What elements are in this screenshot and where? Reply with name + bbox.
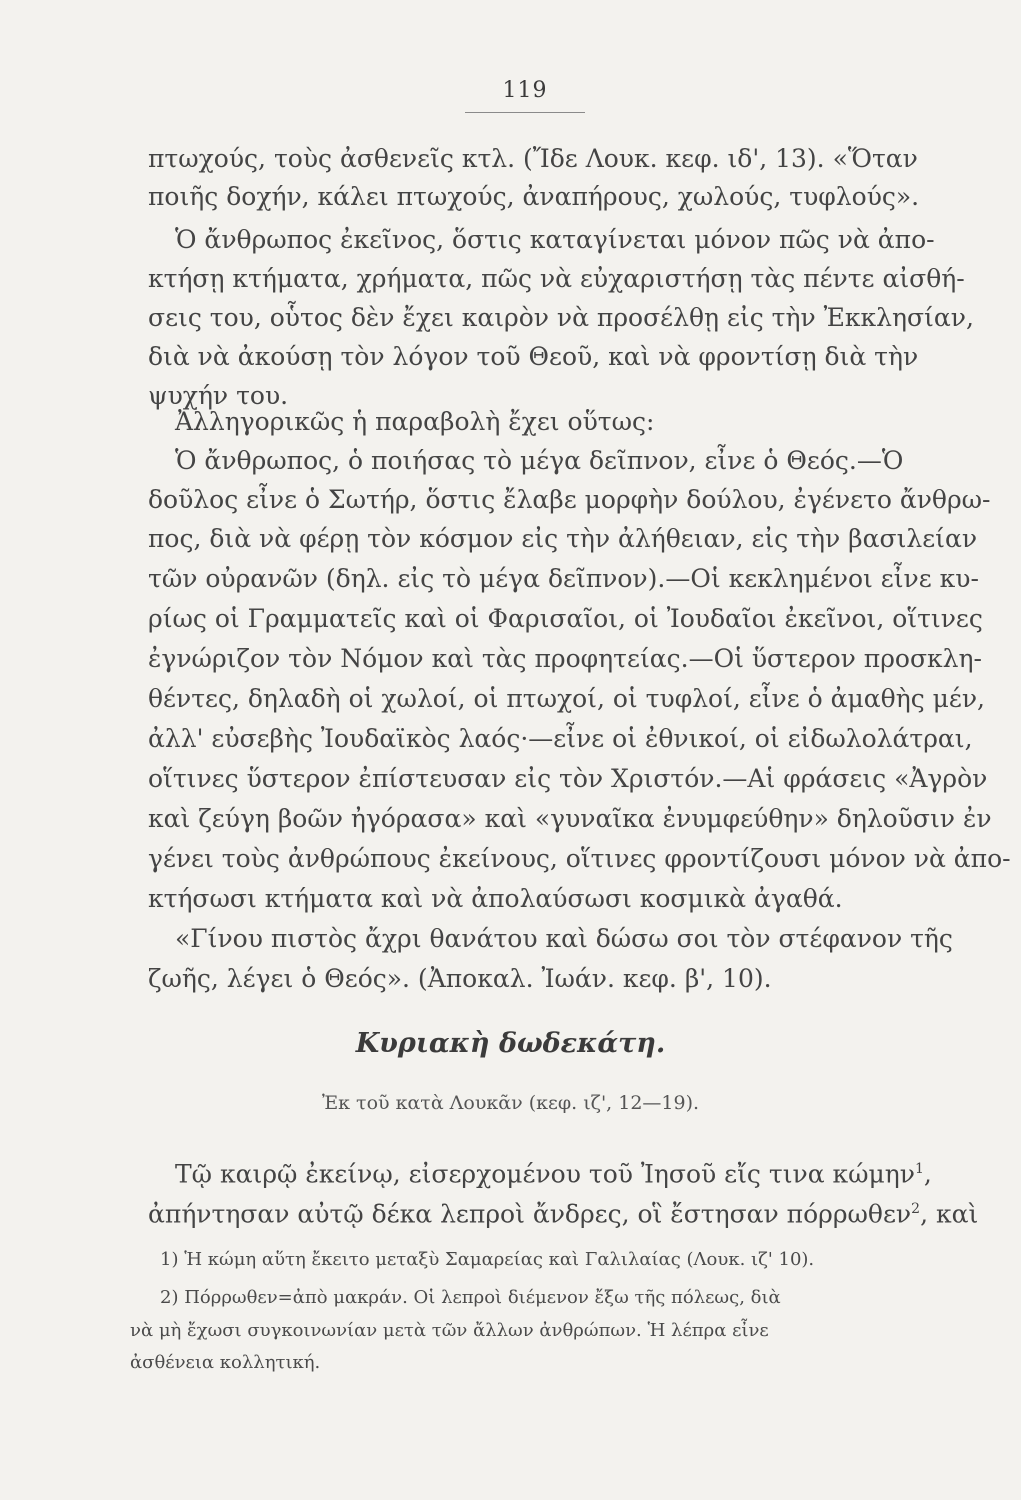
body-line: Ἀλληγορικῶς ἡ παραβολὴ ἔχει οὕτως:	[175, 407, 655, 436]
body-line: θέντες, δηλαδὴ οἱ χωλοί, οἱ πτωχοί, οἱ τυφλοί, εἶνε ὁ ἀμαθὴς μέν,	[148, 684, 985, 713]
gospel-tail: , καὶ	[920, 1199, 979, 1229]
gospel-line	[175, 1150, 932, 1193]
body-line: κτήσωσι κτήματα καὶ νὰ ἀπολαύσωσι κοσμικὰ ἀγαθά.	[148, 884, 843, 913]
body-line: ρίως οἱ Γραμματεῖς καὶ οἱ Φαρισαῖοι, οἱ Ἰουδαῖοι ἐκεῖνοι, οἵτινες	[148, 604, 983, 633]
footnote: 1) Ἡ κώμη αὕτη ἔκειτο μεταξὺ Σαμαρείας καὶ Γαλιλαίας (Λουκ. ιζ' 10).	[160, 1249, 815, 1270]
body-line: τῶν οὐρανῶν (δηλ. εἰς τὸ μέγα δεῖπνον).—Οἱ κεκλημένοι εἶνε κυ-	[148, 564, 979, 593]
body-line: πτωχούς, τοὺς ἀσθενεῖς κτλ. (Ἴδε Λουκ. κεφ. ιδ', 13). «Ὅταν	[148, 144, 918, 173]
body-line: «Γίνου πιστὸς ἄχρι θανάτου καὶ δώσω σοι τὸν στέφανον τῆς	[175, 924, 953, 953]
body-line: πος, διὰ νὰ φέρῃ τὸν κόσμον εἰς τὴν ἀλήθειαν, εἰς τὴν βασιλείαν	[148, 524, 978, 553]
body-line: ψυχήν του.	[148, 381, 289, 410]
gospel-text: ἀπήντησαν αὐτῷ δέκα λεπροὶ ἄνδρες, οἳ ἔστησαν πόρρωθεν	[148, 1199, 912, 1229]
footnote: 2) Πόρρωθεν=ἀπὸ μακράν. Οἱ λεπροὶ διέμενον ἔξω τῆς πόλεως, διὰ	[160, 1287, 781, 1308]
body-line: ζωῆς, λέγει ὁ Θεός». (Ἀποκαλ. Ἰωάν. κεφ. β', 10).	[148, 964, 772, 993]
body-line: ποιῆς δοχήν, κάλει πτωχούς, ἀναπήρους, χωλούς, τυφλούς».	[148, 182, 920, 211]
body-line: Ὁ ἄνθρωπος ἐκεῖνος, ὅστις καταγίνεται μόνον πῶς νὰ ἀπο-	[175, 225, 935, 254]
footnote-marker[interactable]: 2	[911, 1201, 921, 1217]
body-line: σεις του, οὗτος δὲν ἔχει καιρὸν νὰ προσέλθῃ εἰς τὴν Ἐκκλησίαν,	[148, 303, 974, 332]
body-line: γένει τοὺς ἀνθρώπους ἐκείνους, οἵτινες φροντίζουσι μόνον νὰ ἀπο-	[148, 844, 1011, 873]
body-line: ἐγνώριζον τὸν Νόμον καὶ τὰς προφητείας.—Οἱ ὕστερον προσκλη-	[148, 644, 982, 673]
body-line: Ὁ ἄνθρωπος, ὁ ποιήσας τὸ μέγα δεῖπνον, εἶνε ὁ Θεός.—Ὁ	[175, 446, 904, 475]
body-line: οἵτινες ὕστερον ἐπίστευσαν εἰς τὸν Χριστόν.—Αἱ φράσεις «Ἀγρὸν	[148, 764, 988, 793]
footnote-marker[interactable]: 1	[914, 1161, 924, 1177]
body-line: διὰ νὰ ἀκούσῃ τὸν λόγον τοῦ Θεοῦ, καὶ νὰ φροντίσῃ διὰ τὴν	[148, 342, 919, 371]
footnote: ἀσθένεια κολλητική.	[130, 1352, 321, 1373]
page-number: 119	[502, 78, 548, 103]
body-line: ἀλλ' εὐσεβὴς Ἰουδαϊκὸς λαός·—εἶνε οἱ ἐθνικοί, οἱ εἰδωλολάτραι,	[148, 724, 973, 753]
section-title: Κυριακὴ δωδεκάτη.	[355, 1028, 666, 1059]
section-subtitle: Ἐκ τοῦ κατὰ Λουκᾶν (κεφ. ιζ', 12—19).	[321, 1092, 700, 1114]
gospel-text: Τῷ καιρῷ ἐκείνῳ, εἰσερχομένου τοῦ Ἰησοῦ εἴς τινα κώμην	[175, 1159, 915, 1189]
body-line: δοῦλος εἶνε ὁ Σωτήρ, ὅστις ἔλαβε μορφὴν δούλου, ἐγένετο ἄνθρω-	[148, 485, 991, 514]
gospel-tail: ,	[923, 1159, 932, 1189]
footnote: νὰ μὴ ἔχωσι συγκοινωνίαν μετὰ τῶν ἄλλων ἀνθρώπων. Ἡ λέπρα εἶνε	[130, 1320, 769, 1341]
body-line: κτήσῃ κτήματα, χρήματα, πῶς νὰ εὐχαριστήσῃ τὰς πέντε αἰσθή-	[148, 264, 965, 293]
gospel-line	[148, 1190, 978, 1233]
header-rule	[465, 112, 585, 113]
body-line: καὶ ζεύγη βοῶν ἠγόρασα» καὶ «γυναῖκα ἐνυμφεύθην» δηλοῦσιν ἐν	[148, 804, 992, 833]
